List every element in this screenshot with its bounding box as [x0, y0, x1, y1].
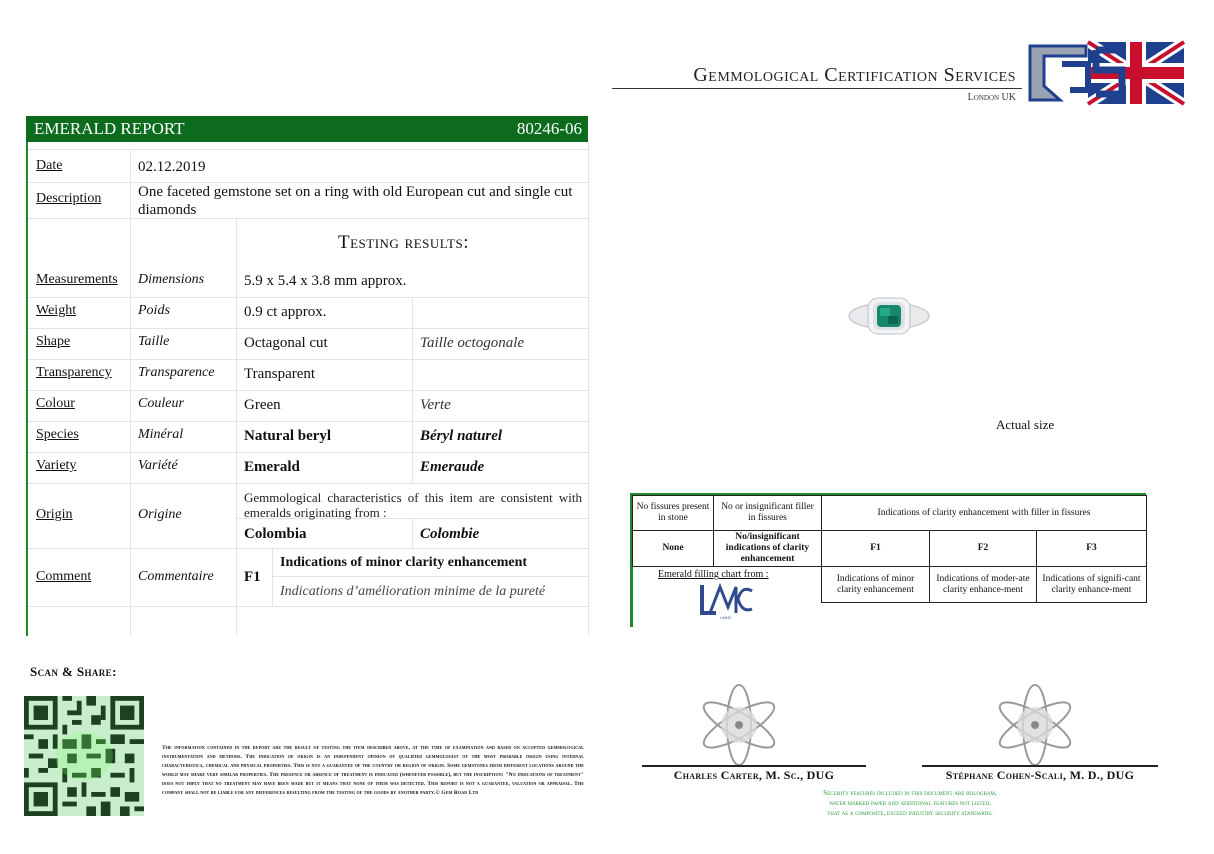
- report-title: EMERALD REPORT: [34, 119, 185, 138]
- emerald-ring-photo: [848, 290, 930, 342]
- gcs-union-jack-logo: [1026, 40, 1186, 106]
- chart-grade-f2: F2: [929, 530, 1037, 567]
- report-table: [26, 142, 588, 636]
- actual-size-caption: Actual size: [996, 417, 1055, 432]
- description-value: One faceted gemstone set on a ring with old European cut and single cut diamonds: [138, 184, 573, 218]
- variety-value: Emerald: [244, 459, 300, 475]
- species-label: Species: [36, 427, 79, 442]
- left-atom-seal-icon: [694, 680, 784, 770]
- taille-label: Taille: [138, 334, 170, 349]
- commentaire-label: Commentaire: [138, 569, 214, 584]
- lmhc-logo: [696, 581, 756, 621]
- couleur-label: Couleur: [138, 396, 184, 411]
- org-location: London UK: [967, 92, 1016, 103]
- date-label: Date: [36, 158, 63, 173]
- shape-label: Shape: [36, 334, 71, 349]
- security-notice: [740, 788, 1080, 818]
- comment-value-fr: Indications d’amélioration minime de la pureté: [280, 584, 546, 599]
- org-name: Gemmological Certification Services: [693, 64, 1016, 86]
- variety-label: Variety: [36, 458, 77, 473]
- variety-value-fr: Emeraude: [420, 459, 485, 475]
- colour-value-fr: Verte: [420, 397, 451, 413]
- chart-grade-insignificant: No/insignificant indications of clarity enhancement: [713, 530, 822, 567]
- qr-code[interactable]: [24, 696, 144, 816]
- report-number: 80246-06: [516, 119, 582, 138]
- comment-grade: F1: [244, 569, 261, 585]
- chart-desc-f2: Indications of moder-ate clarity enhance-ment: [929, 566, 1037, 603]
- report-header-bar: [26, 116, 588, 142]
- left-signatory-name: Charles Carter, M. Sc., DUG: [673, 768, 835, 782]
- chart-indications-header: Indications of clarity enhancement with filler in fissures: [821, 495, 1147, 531]
- right-atom-seal-icon: [990, 680, 1080, 770]
- chart-source-label: Emerald filling chart from :: [658, 569, 769, 580]
- shape-value-fr: Taille octogonale: [420, 335, 525, 351]
- origin-value: Colombia: [244, 526, 307, 542]
- legal-disclaimer: The information contained in the report are the result of testing the item described above, at the time of examination and based on accepted gemmological instrumentation and methods. The indication of origin is an independent opinion of qualified gemmologist of the most probable origin using internal characteristics, chemical and physical properties. This is not a guarantee of the country or region of origin. Some gemstones from different locations around the world may share very similar properties. The presence or absence of treatment is indicated (whenever possible), but the inscription: "No indications of treatment" does not imply that no treatment may have been made but it means that none of them was detected. This report is not a guarantee, valuation or appraisal. The company shall not be liable for any differences resulting from the testing of the goods by another party.© Gem Road Ltd: [162, 745, 584, 796]
- logo-lettering: GCS: [1056, 86, 1059, 87]
- shape-value: Octagonal cut: [244, 335, 328, 351]
- clarity-enhancement-chart: [630, 493, 1148, 627]
- security-line-3: that as a composite, exceed industry security standards.: [827, 809, 993, 817]
- poids-label: Poids: [138, 303, 170, 318]
- chart-desc-f3: Indications of signifi-cant clarity enhance-ment: [1036, 566, 1147, 603]
- header-divider: [612, 88, 1022, 89]
- security-line-2: water marked paper and additional features not listed,: [829, 799, 991, 807]
- chart-no-fissures: No fissures present in stone: [632, 495, 714, 531]
- chart-desc-f1: Indications of minor clarity enhancement: [821, 566, 930, 603]
- right-signatory-name: Stéphane Cohen-Scali, M. D., DUG: [945, 768, 1135, 782]
- description-label: Description: [36, 191, 102, 206]
- date-value: 02.12.2019: [138, 159, 206, 175]
- chart-grade-f3: F3: [1036, 530, 1147, 567]
- comment-value: Indications of minor clarity enhancement: [280, 555, 528, 570]
- testing-results-heading: Testing results:: [338, 232, 470, 253]
- security-line-1: Security features included in this document are hologram,: [823, 789, 997, 797]
- right-signature-line: [922, 765, 1158, 767]
- transparency-value: Transparent: [244, 366, 316, 382]
- weight-label: Weight: [36, 303, 77, 318]
- transparency-label: Transparency: [36, 365, 112, 380]
- measurements-label: Measurements: [36, 272, 118, 287]
- lmhc-logo-text: LMHC: [720, 615, 732, 620]
- left-signature-line: [642, 765, 866, 767]
- colour-label: Colour: [36, 396, 75, 411]
- variete-label: Variété: [138, 458, 178, 473]
- scan-share-title: Scan & Share:: [30, 664, 117, 679]
- dimensions-label: Dimensions: [138, 272, 205, 287]
- species-value: Natural beryl: [244, 428, 332, 444]
- mineral-label: Minéral: [138, 427, 184, 442]
- origin-label: Origin: [36, 507, 73, 522]
- origin-value-fr: Colombie: [420, 526, 480, 542]
- species-value-fr: Béryl naturel: [420, 428, 503, 444]
- chart-no-filler: No or insignificant filler in fissures: [713, 495, 822, 531]
- comment-label: Comment: [36, 569, 92, 584]
- origin-note: Gemmological characteristics of this item are consistent with emeralds originating from :: [244, 490, 582, 520]
- weight-value: 0.9 ct approx.: [244, 304, 327, 320]
- origine-label: Origine: [138, 507, 182, 522]
- chart-grade-f1: F1: [821, 530, 930, 567]
- transparence-label: Transparence: [138, 365, 215, 380]
- measurements-value: 5.9 x 5.4 x 3.8 mm approx.: [244, 273, 407, 289]
- chart-grade-none: None: [632, 530, 714, 567]
- colour-value: Green: [244, 397, 281, 413]
